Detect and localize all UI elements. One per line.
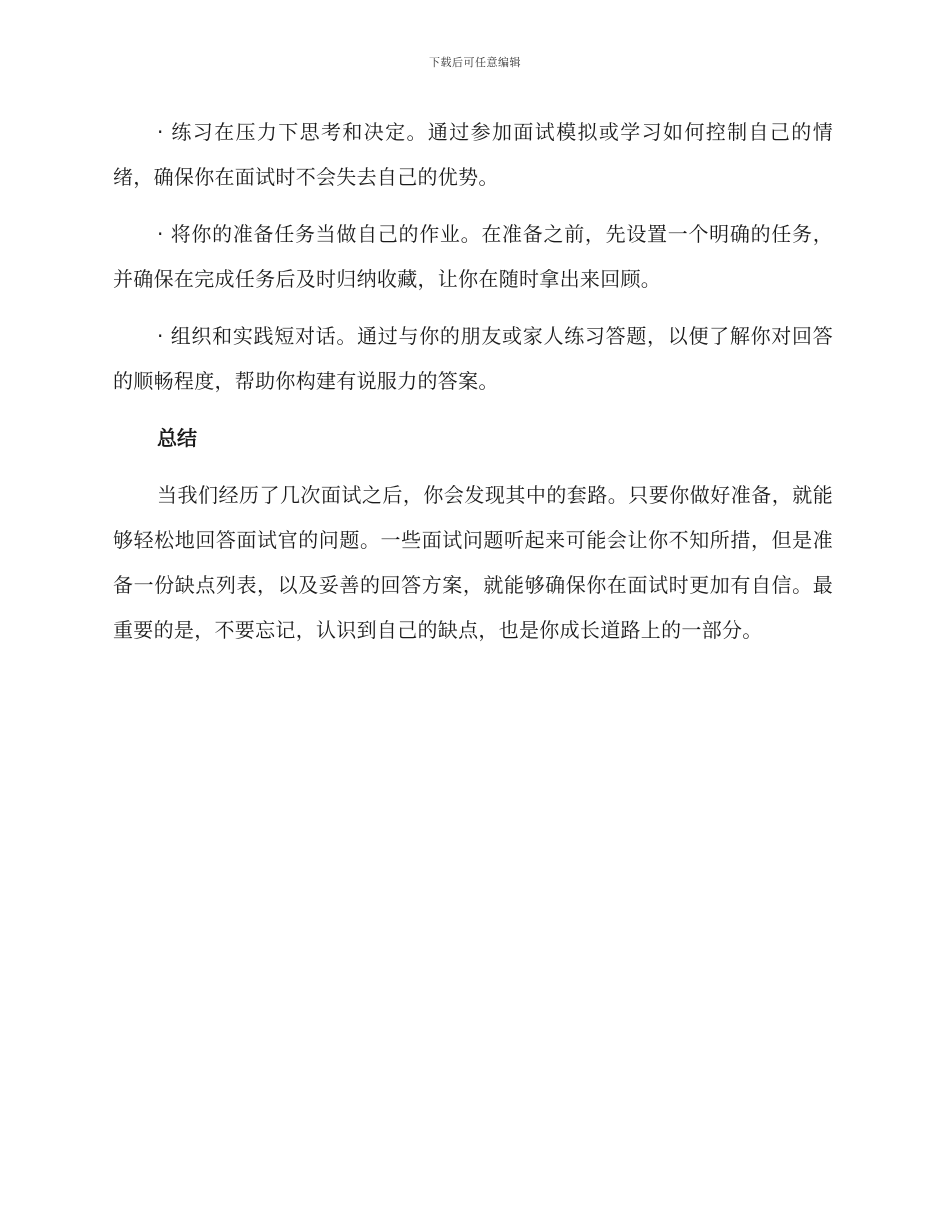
bullet-paragraph-dialogue: · 组织和实践短对话。通过与你的朋友或家人练习答题，以便了解你对回答的顺畅程度，帮助你构建有说服力的答案。 — [113, 324, 833, 393]
document-body — [113, 110, 833, 665]
summary-heading: 总结 — [157, 426, 197, 450]
page-header: 下载后可任意编辑 — [429, 56, 521, 69]
summary-paragraph: 当我们经历了几次面试之后，你会发现其中的套路。只要你做好准备，就能够轻松地回答面试官的问题。一些面试问题听起来可能会让你不知所措，但是准备一份缺点列表，以及妥善的回答方案，就能够确保你在面试时更加有自信。最重要的是，不要忘记，认识到自己的缺点，也是你成长道路上的一部分。 — [113, 483, 833, 642]
bullet-paragraph-pressure: · 练习在压力下思考和决定。通过参加面试模拟或学习如何控制自己的情绪，确保你在面试时不会失去自己的优势。 — [113, 120, 833, 189]
bullet-paragraph-task: · 将你的准备任务当做自己的作业。在准备之前，先设置一个明确的任务，并确保在完成任务后及时归纳收藏，让你在随时拿出来回顾。 — [113, 222, 833, 291]
